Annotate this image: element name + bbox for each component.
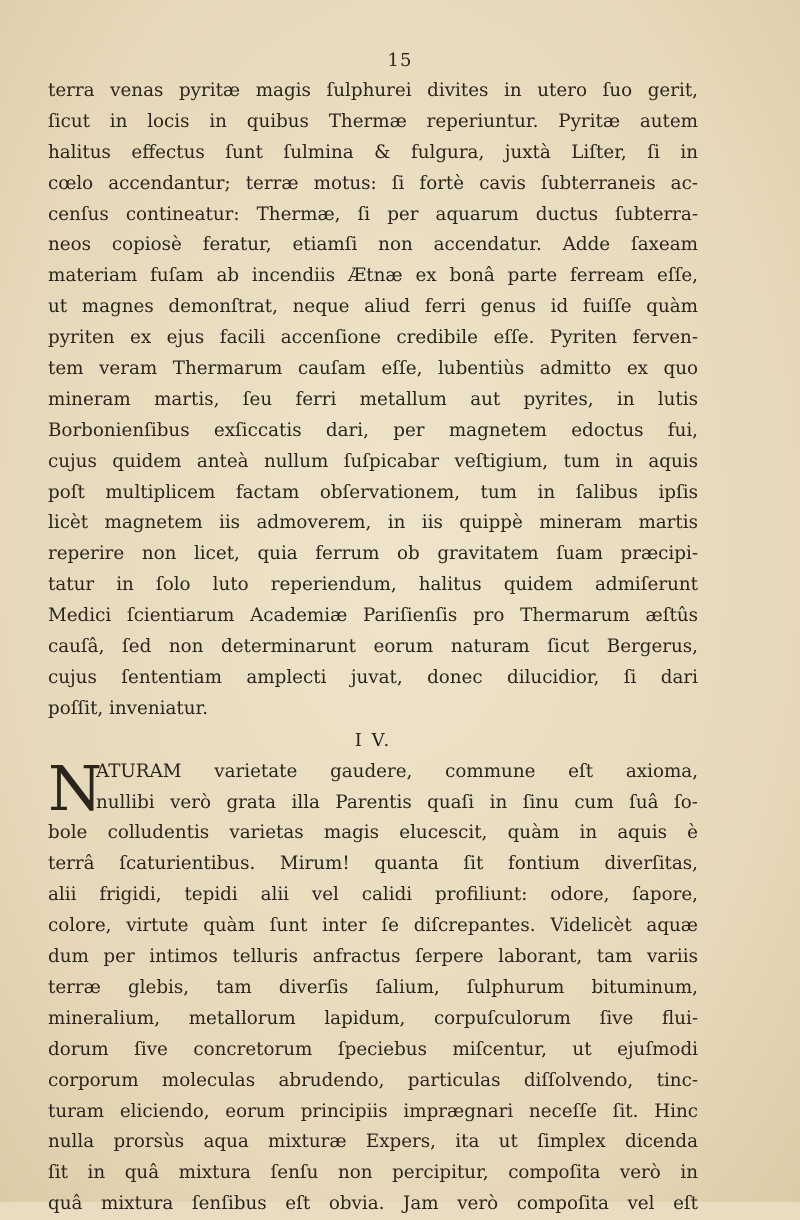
text-line: dorum ſive concretorum ſpeciebus miſcentur, ut ejuſmodi — [48, 1038, 698, 1060]
text-line: ATURAM varietate gaudere, commune eſt axioma, — [96, 760, 698, 782]
text-line: nulla prorsùs aqua mixturæ Expers, ita ut ſimplex dicenda — [48, 1131, 698, 1153]
text-line: materiam fuſam ab incendiis Ætnæ ex bonâ parte ferream eſſe, — [48, 265, 698, 287]
body-text — [48, 76, 698, 1220]
text-line: licèt magnetem iis admoverem, in iis quippè mineram martis — [48, 512, 698, 534]
text-line: mineram martis, ſeu ferri metallum aut pyrites, in lutis — [48, 388, 698, 410]
text-line: cenſus contineatur: Thermæ, ſi per aquarum ductus ſubterra- — [48, 203, 698, 225]
section-heading: I V. — [354, 729, 392, 751]
text-line: neos copiosè feratur, etiamſi non accendatur. Adde ſaxeam — [48, 234, 698, 256]
text-line: poſſit, inveniatur. — [48, 697, 209, 719]
text-line: cauſâ, ſed non determinarunt eorum naturam ſicut Bergerus, — [48, 636, 698, 658]
text-line: poſt multiplicem factam obſervationem, tum in ſalibus ipſis — [48, 481, 698, 503]
paragraph-1 — [48, 76, 698, 725]
page-number: 15 — [387, 50, 413, 71]
text-line: bole colludentis varietas magis elucescit, quàm in aquis è — [48, 822, 698, 844]
text-line: Borbonienſibus exſiccatis dari, per magnetem edoctus fui, — [48, 419, 698, 441]
text-line: ut magnes demonſtrat, neque aliud ferri genus id fuiſſe quàm — [48, 296, 698, 318]
text-line: pyriten ex ejus facili accenſione credibile eſſe. Pyriten ferven- — [48, 327, 698, 349]
text-line: corporum moleculas abrudendo, particulas diſſolvendo, tinc- — [48, 1069, 698, 1091]
text-line: Medici ſcientiarum Academiæ Pariſienſis pro Thermarum æſtûs — [48, 605, 698, 627]
text-line: cœlo accendantur; terræ motus: ſi fortè cavis ſubterraneis ac- — [48, 172, 698, 194]
text-line: alii frigidi, tepidi alii vel calidi profiliunt: odore, ſapore, — [48, 884, 698, 906]
text-line: ſit in quâ mixtura ſenſu non percipitur, compoſita verò in — [48, 1162, 698, 1184]
text-line: mineralium, metallorum lapidum, corpuſculorum ſive flui- — [48, 1007, 698, 1029]
text-line: terræ glebis, tam diverſis ſalium, ſulphurum bituminum, — [48, 976, 698, 998]
text-line: nullibi verò grata illa Parentis quaſi in ſinu cum ſuâ ſo- — [96, 791, 698, 813]
text-line: terra venas pyritæ magis ſulphurei divites in utero ſuo gerit, — [48, 80, 698, 101]
text-line: reperire non licet, quia ferrum ob gravitatem ſuam præcipi- — [48, 543, 698, 565]
text-line: halitus effectus ſunt ſulmina & fulgura, juxtà Liſter, ſi in — [48, 141, 698, 163]
text-line: turam eliciendo, eorum principiis imprægnari neceſſe ſit. Hinc — [48, 1100, 698, 1122]
text-line: colore, virtute quàm ſunt inter ſe diſcrepantes. Videlicèt aquæ — [48, 915, 698, 937]
paragraph-2 — [48, 751, 698, 1220]
drop-cap: N — [48, 751, 103, 825]
text-line: tem veram Thermarum cauſam eſſe, lubentiùs admitto ex quo — [48, 358, 698, 380]
text-line: ſicut in locis in quibus Thermæ reperiuntur. Pyritæ autem — [48, 110, 698, 132]
text-line: quâ mixtura ſenſibus eſt obvia. Jam verò compoſita vel eſt — [48, 1193, 698, 1215]
text-line: cujus quidem anteà nullum ſuſpicabar veſtigium, tum in aquis — [48, 450, 698, 472]
text-line: dum per intimos telluris anfractus ſerpere laborant, tam variis — [48, 946, 698, 968]
text-line: tatur in ſolo luto reperiendum, halitus quidem admiſerunt — [48, 574, 698, 596]
text-line: terrâ ſcaturientibus. Mirum! quanta ſit fontium diverſitas, — [48, 853, 698, 875]
text-line: cujus ſententiam amplecti juvat, donec dilucidior, ſi dari — [48, 666, 698, 688]
